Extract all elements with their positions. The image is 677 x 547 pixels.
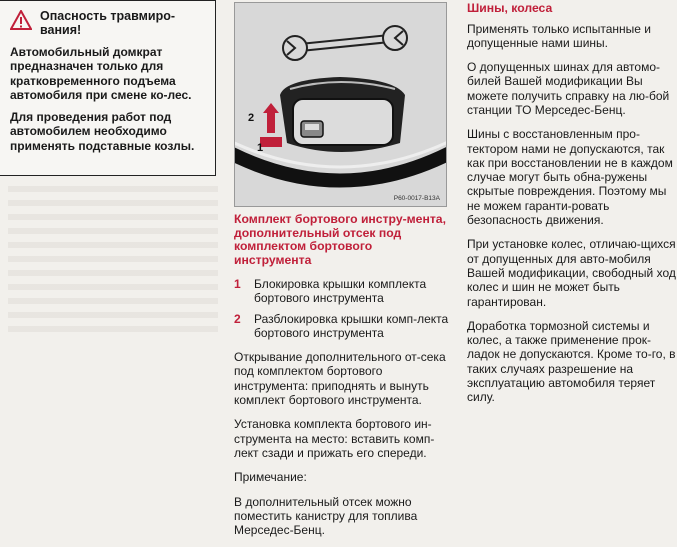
warning-triangle-icon: [10, 10, 32, 30]
callout-1: 1: [257, 142, 264, 154]
warning-paragraph: Автомобильный домкрат предназначен только для кратковременного подъема автомобиля при смене ко-лес.: [10, 45, 192, 102]
show-through-text: [8, 186, 218, 336]
tires-paragraph: Доработка тормозной системы и колес, а также применение прок-ладок не допускаются. Кроме то-го, в таких случаях разрешение на эксплуатацию автомобиля теряет силу.: [467, 318, 676, 405]
callout-2: 2: [248, 112, 255, 124]
toolkit-note-label: Примечание:: [234, 470, 307, 485]
toolkit-figure: [234, 2, 447, 207]
item-number: 1: [234, 277, 241, 291]
toolkit-heading: Комплект бортового инстру-мента, дополнительный отсек под комплектом бортового инструмента: [234, 212, 446, 267]
toolkit-paragraph: Открывание дополнительного от-сека под комплектом бортового инструмента: приподнять и вынуть комплект бортового инструмента.: [234, 350, 446, 408]
item-number: 2: [234, 311, 241, 326]
tires-heading: Шины, колеса: [467, 1, 553, 15]
toolkit-section: [234, 213, 449, 547]
tires-paragraph: Применять только испытанные и допущенные нами шины.: [467, 21, 652, 50]
item-text: Разблокировка крышки комп-лекта бортового инструмента: [254, 311, 449, 340]
tires-section: [467, 2, 677, 415]
list-item: [234, 312, 449, 341]
toolkit-paragraph: Установка комплекта бортового ин-струмента на место: вставить комп-лект сзади и прижать его спереди.: [234, 417, 435, 460]
tires-paragraph: Шины с восстановленным про-тектором нами не допускаются, так как при восстановлении не в каждом случае могут быть обна-ружены скрытые повреждения. Поэтому мы не можем гаранти-ровать безопасность движения.: [467, 127, 673, 228]
warning-box: [0, 0, 216, 176]
warning-header: [10, 9, 209, 37]
tires-paragraph: О допущенных шинах для автомо-билей Вашей модификации Вы можете получить справку на лю-бой станции ТО Мерседес-Бенц.: [467, 60, 670, 117]
toolkit-note: В дополнительный отсек можно поместить канистру для топлива Мерседес-Бенц.: [234, 494, 418, 538]
item-text: Блокировка крышки комплекта бортового инструмента: [254, 277, 427, 306]
list-item: [234, 277, 449, 306]
toolkit-illustration: [235, 3, 446, 206]
warning-title: Опасность травмиро- вания!: [40, 9, 176, 37]
tires-paragraph: При установке колес, отличаю-щихся от допущенных для авто-мобиля Вашей модификации, свободный ход колес и шин не может быть гарантирован.: [467, 237, 676, 309]
wrench-icon: [283, 26, 407, 60]
warning-paragraph: Для проведения работ под автомобилем необходимо применять подставные козлы.: [10, 110, 195, 153]
figure-code: P60-0017-B13A: [393, 195, 440, 202]
